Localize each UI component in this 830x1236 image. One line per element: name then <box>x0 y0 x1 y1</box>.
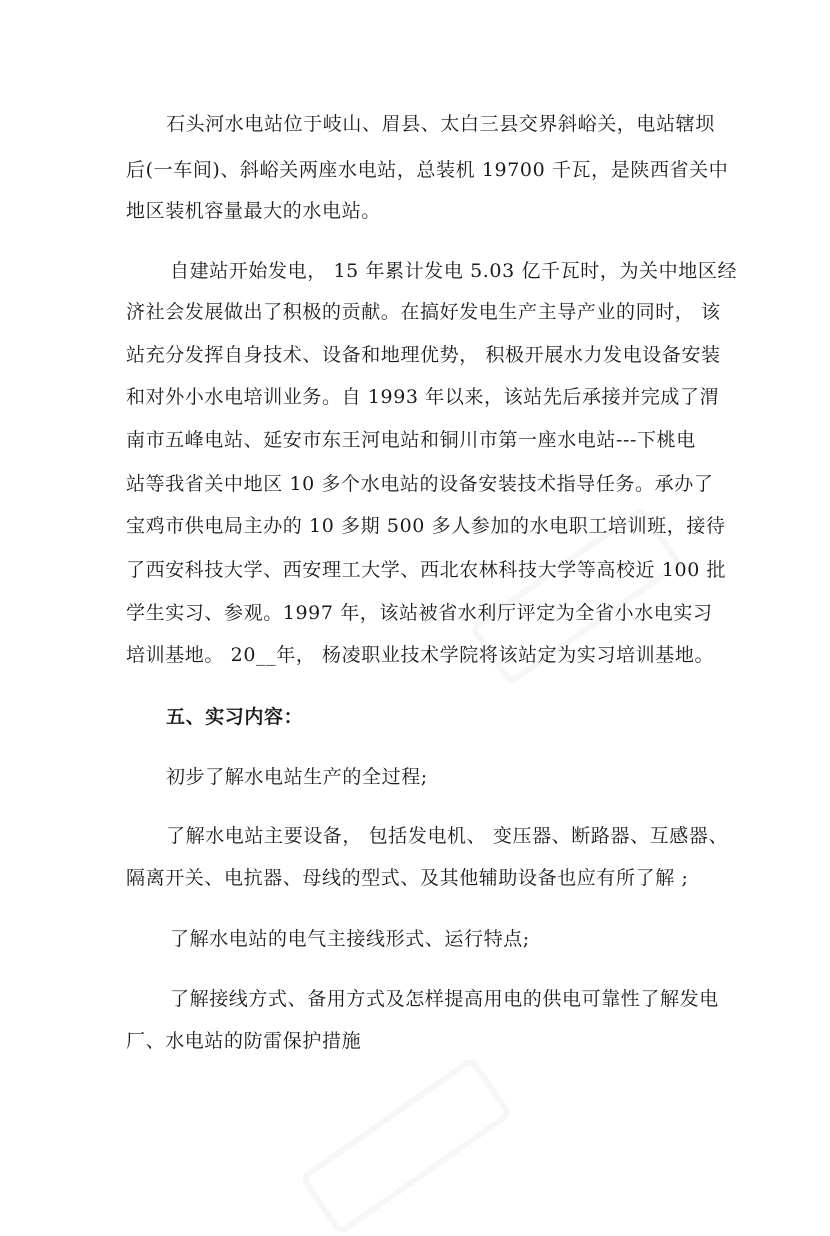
paragraph-line: 南市五峰电站、延安市东王河电站和铜川市第一座水电站---下桃电 <box>126 429 696 451</box>
paragraph-line: 后(一车间)、斜峪关两座水电站，总装机 19700 千瓦，是陕西省关中 <box>126 159 729 181</box>
paragraph-line: 地区装机容量最大的水电站。 <box>126 200 381 222</box>
paragraph-line: 站充分发挥自身技术、设备和地理优势， 积极开展水力发电设备安装 <box>126 344 721 366</box>
paragraph-line: 学生实习、参观。1997 年，该站被省水利厅评定为全省小水电实习 <box>126 602 713 624</box>
paragraph-line: 自建站开始发电， 15 年累计发电 5.03 亿千瓦时，为关中地区经 <box>170 260 738 282</box>
paragraph-line: 培训基地。 20__年， 杨凌职业技术学院将该站定为实习培训基地。 <box>126 644 715 666</box>
paragraph-line: 和对外小水电培训业务。自 1993 年以来，该站先后承接并完成了渭 <box>126 386 720 408</box>
paragraph-line: 站等我省关中地区 10 多个水电站的设备安装技术指导任务。承办了 <box>126 473 714 495</box>
paragraph-line: 石头河水电站位于岐山、眉县、太白三县交界斜峪关，电站辖坝 <box>166 113 715 135</box>
item-line: 了解水电站主要设备， 包括发电机、 变压器、断路器、互感器、 <box>166 825 729 847</box>
paragraph-line: 济社会发展做出了积极的贡献。在搞好发电生产主导产业的同时， 该 <box>126 301 721 323</box>
item-line: 了解水电站的电气主接线形式、运行特点; <box>170 928 530 950</box>
watermark-mark <box>299 1056 514 1236</box>
paragraph-line: 宝鸡市供电局主办的 10 多期 500 多人参加的水电职工培训班，接待 <box>126 515 726 537</box>
item-line: 厂、水电站的防雷保护措施 <box>126 1030 362 1052</box>
item-line: 初步了解水电站生产的全过程; <box>166 766 428 788</box>
paragraph-line: 了西安科技大学、西安理工大学、西北农林科技大学等高校近 100 批 <box>126 559 727 581</box>
item-line: 隔离开关、电抗器、母线的型式、及其他辅助设备也应有所了解 ; <box>126 867 689 889</box>
section-heading: 五、实习内容： <box>166 706 304 728</box>
item-line: 了解接线方式、备用方式及怎样提高用电的供电可靠性了解发电 <box>170 988 719 1010</box>
